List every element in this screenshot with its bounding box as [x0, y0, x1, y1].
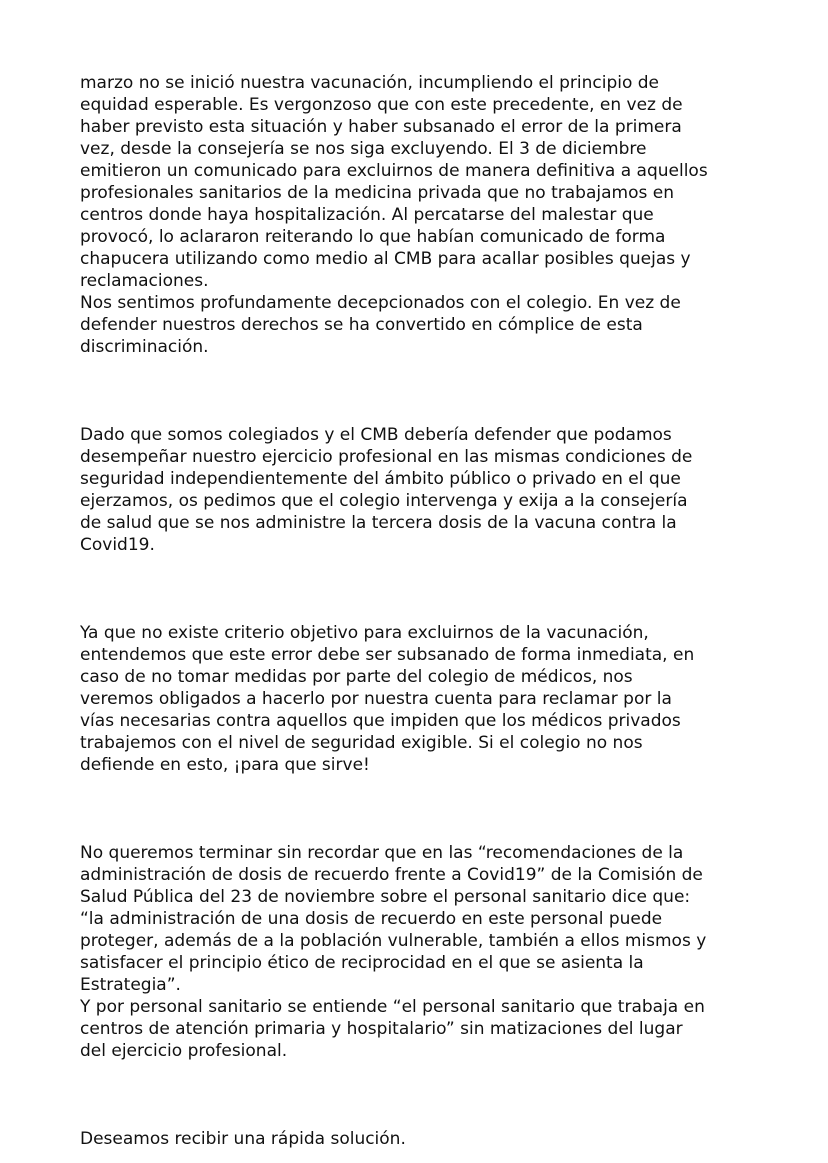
- text-line: Covid19.: [80, 535, 155, 555]
- text-line: Estrategia”.: [80, 975, 181, 995]
- text-line: Nos sentimos profundamente decepcionados con el colegio. En vez de: [80, 293, 681, 313]
- paragraph-spacer: [80, 556, 770, 622]
- paragraph-request-third-dose: [80, 424, 770, 556]
- text-line: caso de no tomar medidas por parte del colegio de médicos, nos: [80, 667, 633, 687]
- text-line: de salud que se nos administre la tercera dosis de la vacuna contra la: [80, 513, 677, 533]
- text-line: Dado que somos colegiados y el CMB debería defender que podamos: [80, 425, 672, 445]
- text-line: “la administración de una dosis de recuerdo en este personal puede: [80, 909, 663, 929]
- text-line: discriminación.: [80, 337, 209, 357]
- text-line: defiende en esto, ¡para que sirve!: [80, 755, 370, 775]
- text-line: veremos obligados a hacerlo por nuestra cuenta para reclamar por la: [80, 689, 672, 709]
- paragraph-vaccination-complaint: [80, 72, 770, 358]
- text-line: reclamaciones.: [80, 271, 209, 291]
- text-line: seguridad independientemente del ámbito público o privado en el que: [80, 469, 681, 489]
- text-line: Ya que no existe criterio objetivo para excluirnos de la vacunación,: [80, 623, 649, 643]
- text-line: proteger, además de a la población vulnerable, también a ellos mismos y: [80, 931, 707, 951]
- text-line: defender nuestros derechos se ha convertido en cómplice de esta: [80, 315, 643, 335]
- text-line: equidad esperable. Es vergonzoso que con este precedente, en vez de: [80, 95, 683, 115]
- text-line: desempeñar nuestro ejercicio profesional en las mismas condiciones de: [80, 447, 693, 467]
- text-line: administración de dosis de recuerdo frente a Covid19” de la Comisión de: [80, 865, 703, 885]
- paragraph-recommendations-quote: [80, 842, 770, 1062]
- text-line: haber previsto esta situación y haber subsanado el error de la primera: [80, 117, 682, 137]
- text-line: centros donde haya hospitalización. Al percatarse del malestar que: [80, 205, 654, 225]
- document-page: [80, 72, 770, 1150]
- text-line: chapucera utilizando como medio al CMB para acallar posibles quejas y: [80, 249, 691, 269]
- paragraph-spacer: [80, 358, 770, 424]
- text-line: trabajemos con el nivel de seguridad exigible. Si el colegio no nos: [80, 733, 643, 753]
- text-line: vías necesarias contra aquellos que impiden que los médicos privados: [80, 711, 681, 731]
- text-line: Deseamos recibir una rápida solución.: [80, 1129, 406, 1149]
- text-line: No queremos terminar sin recordar que en las “recomendaciones de la: [80, 843, 684, 863]
- text-line: Salud Pública del 23 de noviembre sobre el personal sanitario dice que:: [80, 887, 691, 907]
- paragraph-spacer: [80, 1062, 770, 1128]
- text-line: centros de atención primaria y hospitalario” sin matizaciones del lugar: [80, 1019, 683, 1039]
- text-line: Y por personal sanitario se entiende “el personal sanitario que trabaja en: [80, 997, 705, 1017]
- paragraph-warning: [80, 622, 770, 776]
- text-line: profesionales sanitarios de la medicina privada que no trabajamos en: [80, 183, 674, 203]
- text-line: marzo no se inició nuestra vacunación, incumpliendo el principio de: [80, 73, 660, 93]
- text-line: vez, desde la consejería se nos siga excluyendo. El 3 de diciembre: [80, 139, 647, 159]
- paragraph-spacer: [80, 776, 770, 842]
- text-line: satisfacer el principio ético de reciprocidad en el que se asienta la: [80, 953, 644, 973]
- paragraph-closing: [80, 1128, 770, 1150]
- text-line: del ejercicio profesional.: [80, 1041, 288, 1061]
- text-line: emitieron un comunicado para excluirnos de manera definitiva a aquellos: [80, 161, 708, 181]
- text-line: provocó, lo aclararon reiterando lo que habían comunicado de forma: [80, 227, 666, 247]
- text-line: entendemos que este error debe ser subsanado de forma inmediata, en: [80, 645, 695, 665]
- text-line: ejerzamos, os pedimos que el colegio intervenga y exija a la consejería: [80, 491, 688, 511]
